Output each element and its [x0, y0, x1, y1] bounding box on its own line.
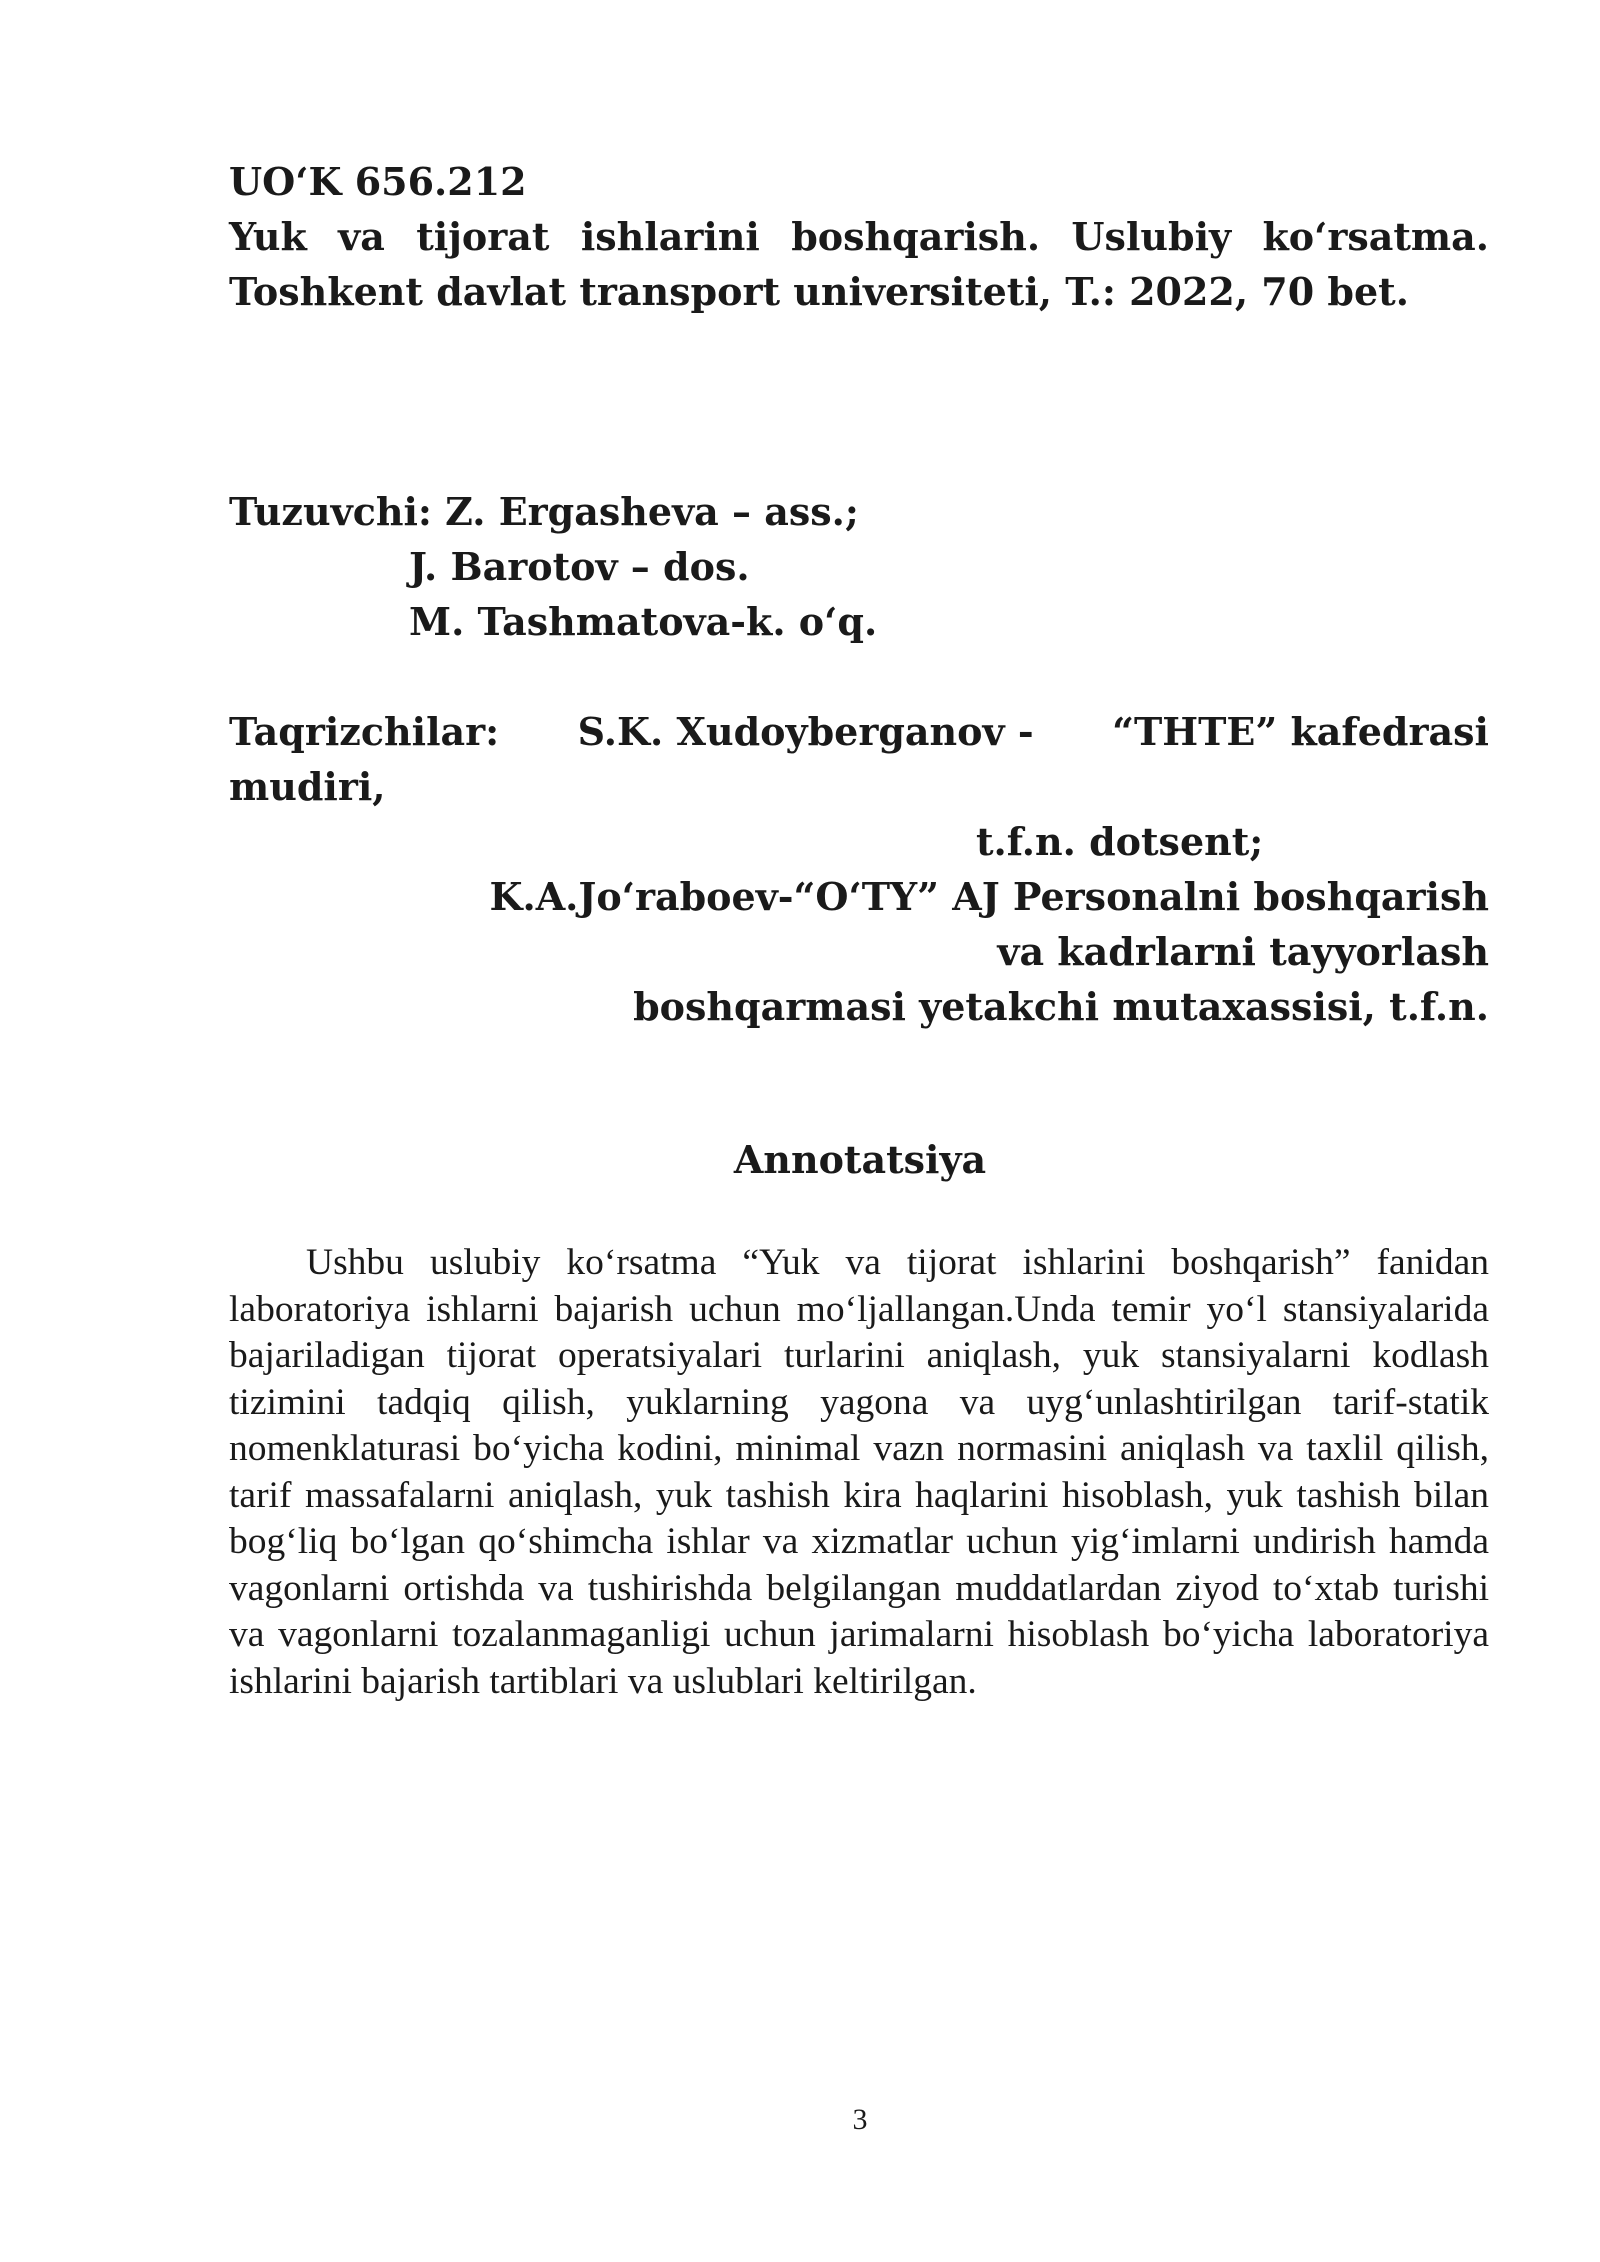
- udk-code: UO‘K 656.212: [229, 159, 527, 204]
- authors-list: [229, 484, 1489, 649]
- reviewer-row-1: [229, 704, 1489, 759]
- reviewer-line-6: boshqarmasi yetakchi mutaxassisi, t.f.n.: [633, 984, 1489, 1029]
- annotation-title: Annotatsiya: [733, 1137, 987, 1182]
- reviewers-label: Taqrizchilar:: [229, 709, 500, 754]
- reviewer-dept-1: “THTE” kafedrasi: [1112, 709, 1489, 754]
- reviewer-line-4: K.A.Jo‘raboev-“O‘TY” AJ Personalni boshqarish: [489, 874, 1489, 919]
- bibliographic-header: [229, 154, 1489, 319]
- publisher-info: Toshkent davlat transport universiteti, T.: 2022, 70 bet.: [229, 269, 1409, 314]
- reviewer-line-3: t.f.n. dotsent;: [976, 819, 1264, 864]
- reviewers-list: [229, 704, 1489, 1034]
- page-number: 3: [852, 2103, 868, 2136]
- author-line-3: M. Tashmatova-k. o‘q.: [409, 599, 878, 644]
- author-line-2: J. Barotov – dos.: [409, 544, 750, 589]
- author-line-1: Tuzuvchi: Z. Ergasheva – ass.;: [229, 489, 859, 534]
- annotation-text: Ushbu uslubiy ko‘rsatma “Yuk va tijorat ishlarini boshqarish” fanidan laboratoriya ishlarni bajarish uchun mo‘ljallangan.Unda temir yo‘l stansiyalarida bajariladigan tijorat operatsiyalari turlarini aniqlash, yuk stansiyalarni kodlash tizimini tadqiq qilish, yuklarning yagona va uyg‘unlashtirilgan tarif-statik nomenklaturasi bo‘yicha kodini, minimal vazn normasini aniqlash va taxlil qilish, tarif massafalarni aniqlash, yuk tashish kira haqlarini hisoblash, yuk tashish bilan bog‘liq bo‘lgan qo‘shimcha ishlar va xizmatlar uchun yig‘imlarni undirish hamda vagonlarni ortishda va tushirishda belgilangan muddatlardan ziyod to‘xtab turishi va vagonlarni tozalanmaganligi uchun jarimalarni hisoblash bo‘yicha laboratoriya ishlarini bajarish tartiblari va uslublari keltirilgan.: [229, 1242, 1489, 1702]
- reviewer-line-2: mudiri,: [229, 764, 386, 809]
- document-title: Yuk va tijorat ishlarini boshqarish. Uslubiy ko‘rsatma.: [229, 214, 1489, 259]
- reviewer-name-1: S.K. Xudoyberganov -: [577, 709, 1034, 754]
- reviewer-line-5: va kadrlarni tayyorlash: [997, 929, 1489, 974]
